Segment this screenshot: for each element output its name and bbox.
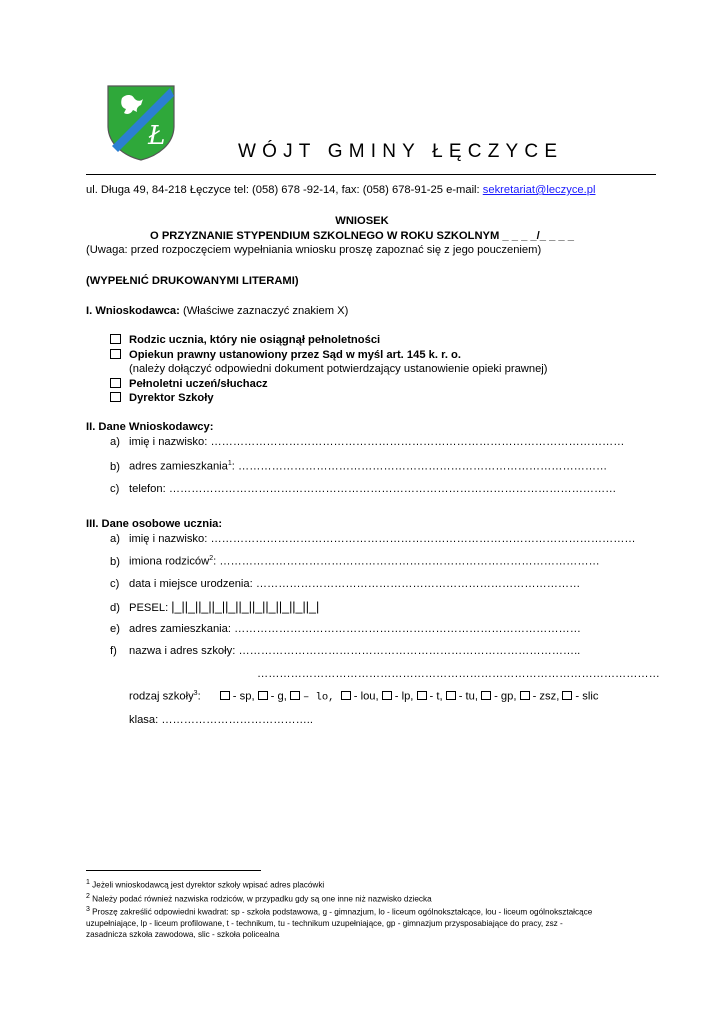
school-type-label: rodzaj szkoły xyxy=(129,690,194,703)
coat-of-arms-logo xyxy=(96,82,186,162)
section-1-title: I. Wnioskodawca: xyxy=(86,305,180,317)
svg-text:Ł: Ł xyxy=(148,121,166,151)
footnote: $^1$ Jeżeli wnioskodawcą jest dyrektor szkoły wpisać adres placówki xyxy=(86,879,325,890)
field-dots[interactable]: ……………………………………………………………………………………… xyxy=(238,460,608,473)
school-type-option: – lo, xyxy=(302,691,341,704)
school-type-option: - lp, xyxy=(394,690,417,703)
student-field[interactable] xyxy=(110,623,581,635)
field-letter: a) xyxy=(110,436,120,448)
checkbox[interactable] xyxy=(110,392,121,402)
footnote: $^3$ Proszę zakreślić odpowiedni kwadrat: sp - szkoła podstawowa, g - gimnazjum, lo - liceum ogólnokształcące, lou - liceum ogólnokształcące xyxy=(86,906,593,918)
school-type-checkbox[interactable] xyxy=(562,691,572,700)
school-address-dots[interactable]: ……………………………………………………………………………………………… xyxy=(257,668,660,680)
section-3-title: III. Dane osobowe ucznia: xyxy=(86,518,223,530)
footnote: uzupełniające, lp - liceum profilowane, t - technikum, tu - technikum uzupełniające, gp - gimnazjum przysposabiające do pracy, zsz - xyxy=(86,919,563,929)
option-label: Pełnoletni uczeń/słuchacz xyxy=(129,378,268,390)
section-1-heading xyxy=(86,305,348,317)
address-text: ul. Długa 49, 84-218 Łęczyce tel: (058) 678 -92-14, fax: (058) 678-91-25 e-mail: xyxy=(86,184,483,196)
field-label: telefon: xyxy=(129,483,169,495)
school-type-option: - slic xyxy=(575,690,599,703)
field-label: : xyxy=(231,460,238,473)
applicant-field[interactable] xyxy=(110,436,624,448)
student-field[interactable] xyxy=(110,555,600,568)
field-letter: b) xyxy=(110,555,120,568)
applicant-option[interactable] xyxy=(110,378,268,390)
pesel-boxes[interactable]: |_||_||_||_||_||_||_||_||_||_||_| xyxy=(171,600,320,614)
school-type-checkbox[interactable] xyxy=(290,691,300,700)
footnote-ref: 1 xyxy=(227,460,232,467)
field-dots[interactable]: …………………………………………………………………………………………………… xyxy=(210,533,636,545)
form-subheading: O PRZYZNANIE STYPENDIUM SZKOLNEGO W ROKU SZKOLNYM _ _ _ _/_ _ _ _ xyxy=(150,230,574,242)
field-dots[interactable]: ………………………………………………………………………………………… xyxy=(219,555,600,568)
field-dots[interactable]: ………………………………………………………………………………… xyxy=(234,623,581,635)
option-label: Dyrektor Szkoły xyxy=(129,392,214,404)
applicant-field[interactable] xyxy=(110,483,616,495)
field-letter: e) xyxy=(110,623,120,635)
footnote-ref: 2 xyxy=(209,555,214,562)
student-field[interactable] xyxy=(110,600,319,614)
applicant-option[interactable] xyxy=(110,334,380,346)
school-type-checkbox[interactable] xyxy=(481,691,491,700)
field-label: imię i nazwisko: xyxy=(129,533,211,545)
footnote-ref: 3 xyxy=(193,690,198,697)
field-dots[interactable]: …………………………………………………………………………… xyxy=(255,578,581,590)
page-title: WÓJT GMINY ŁĘCZYCE xyxy=(238,141,564,162)
student-field[interactable] xyxy=(110,533,636,545)
applicant-option[interactable] xyxy=(110,349,461,361)
school-type-row: rodzaj szkoły$^3$: - sp, - g, – lo, - lou, - lp, - t, - tu, - gp, - zsz, - slic xyxy=(129,690,599,704)
school-type-checkbox[interactable] xyxy=(520,691,530,700)
checkbox[interactable] xyxy=(110,334,121,344)
section-2-title: II. Dane Wnioskodawcy: xyxy=(86,421,214,433)
footnote-divider xyxy=(86,870,261,871)
field-letter: c) xyxy=(110,483,120,495)
applicant-option[interactable] xyxy=(110,392,214,404)
checkbox[interactable] xyxy=(110,378,121,388)
form-heading: WNIOSEK xyxy=(335,215,389,227)
class-dots[interactable]: ………………………………….. xyxy=(161,714,313,726)
school-type-option: - t, xyxy=(429,690,446,703)
field-label: nazwa i adres szkoły: xyxy=(129,645,239,657)
school-type-checkbox[interactable] xyxy=(220,691,230,700)
field-dots[interactable]: ………………………………………………………………………………………………… xyxy=(210,436,625,448)
field-dots[interactable]: ……………………………………………………………………………….. xyxy=(238,645,581,657)
field-label: imię i nazwisko: xyxy=(129,436,211,448)
checkbox[interactable] xyxy=(110,349,121,359)
field-letter: c) xyxy=(110,578,120,590)
address-line xyxy=(86,184,595,196)
applicant-field[interactable] xyxy=(110,460,607,473)
field-label: adres zamieszkania: xyxy=(129,623,235,635)
school-type-option: - sp, xyxy=(232,690,258,703)
school-type-option: - gp, xyxy=(494,690,520,703)
footnotes xyxy=(86,877,592,940)
email-link[interactable]: sekretariat@leczyce.pl xyxy=(482,184,596,196)
class-label: klasa: xyxy=(129,714,162,726)
school-type-checkbox[interactable] xyxy=(417,691,427,700)
option-label: Opiekun prawny ustanowiony przez Sąd w myśl art. 145 k. r. o. xyxy=(129,349,461,361)
field-label: data i miejsce urodzenia: xyxy=(129,578,256,590)
guardian-note: (należy dołączyć odpowiedni dokument potwierdzający ustanowienie opieki prawnej) xyxy=(129,363,548,375)
school-type-option: - lou, xyxy=(353,690,382,703)
field-letter: a) xyxy=(110,533,120,545)
section-1-hint: (Właściwe zaznaczyć znakiem X) xyxy=(179,305,349,317)
student-field[interactable] xyxy=(110,578,580,590)
field-label: PESEL: xyxy=(129,602,172,614)
field-label: adres zamieszkania xyxy=(129,460,228,473)
school-type-checkbox[interactable] xyxy=(258,691,268,700)
student-field[interactable] xyxy=(110,645,580,657)
school-type-checkbox[interactable] xyxy=(382,691,392,700)
school-type-option: - tu, xyxy=(458,690,482,703)
field-dots[interactable]: ………………………………………………………………………………………………………… xyxy=(168,483,617,495)
school-type-checkbox[interactable] xyxy=(446,691,456,700)
school-type-option: - g, xyxy=(270,690,290,703)
field-label: imiona rodziców xyxy=(129,555,210,568)
class-field[interactable] xyxy=(129,714,313,726)
field-letter: f) xyxy=(110,645,117,657)
header-divider xyxy=(86,174,656,175)
school-type-checkbox[interactable] xyxy=(341,691,351,700)
school-type-option: - zsz, xyxy=(532,690,563,703)
field-letter: b) xyxy=(110,460,120,473)
option-label: Rodzic ucznia, który nie osiągnął pełnoletności xyxy=(129,334,381,346)
form-note: (Uwaga: przed rozpoczęciem wypełniania wniosku proszę zapoznać się z jego pouczeniem) xyxy=(86,244,542,256)
field-letter: d) xyxy=(110,602,120,614)
footnote: zasadnicza szkoła zawodowa, slic - szkoła policealna xyxy=(86,930,280,940)
caps-note: (WYPEŁNIĆ DRUKOWANYMI LITERAMI) xyxy=(86,275,299,287)
field-label: : xyxy=(213,555,220,568)
footnote: $^2$ Należy podać również nazwiska rodziców, w przypadku gdy są one inne niż nazwisko dziecka xyxy=(86,892,432,904)
